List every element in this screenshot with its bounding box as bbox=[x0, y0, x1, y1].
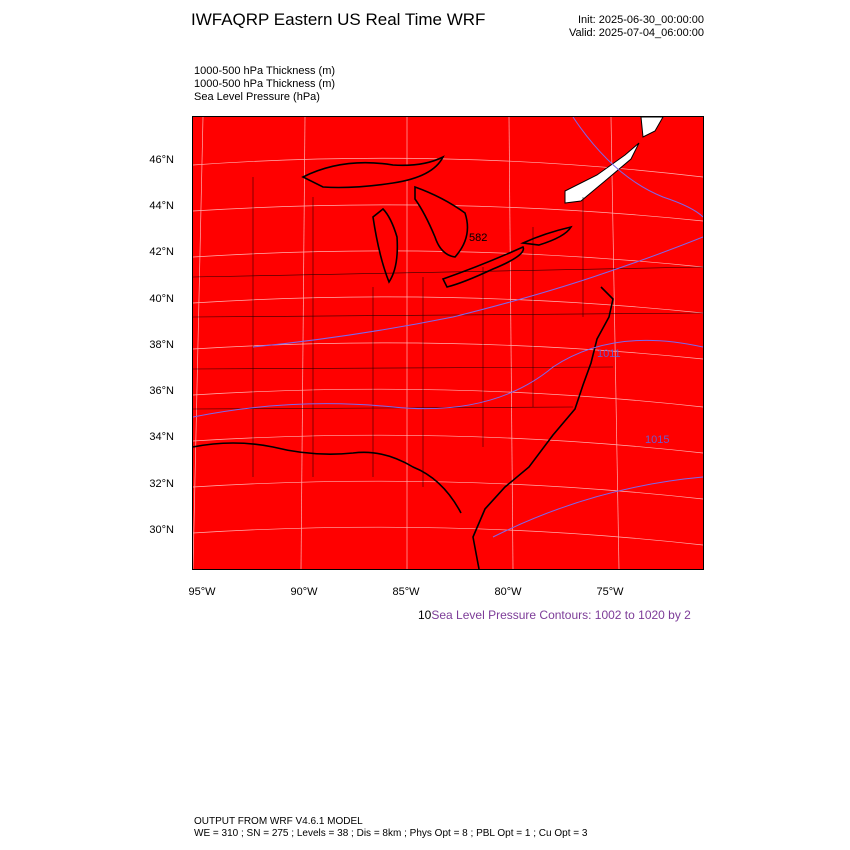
contour-label-1011: 1011 bbox=[597, 348, 621, 360]
footer-settings: WE = 310 ; SN = 275 ; Levels = 38 ; Dis = 8km ; Phys Opt = 8 ; PBL Opt = 1 ; Cu Opt = 3 bbox=[194, 828, 588, 839]
atlantic-coast bbox=[473, 287, 613, 569]
contour-label-1015: 1015 bbox=[645, 434, 670, 446]
lat-label-36: 36°N bbox=[149, 385, 174, 397]
lake-huron bbox=[415, 187, 467, 257]
lat-label-46: 46°N bbox=[149, 154, 174, 166]
lat-label-38: 38°N bbox=[149, 339, 174, 351]
coastlines bbox=[193, 157, 613, 569]
contour-label-582: 582 bbox=[469, 232, 488, 244]
lat-label-30: 30°N bbox=[149, 524, 174, 536]
lon-label-95: 95°W bbox=[188, 586, 216, 598]
field-label-thickness-1: 1000-500 hPa Thickness (m) bbox=[194, 65, 336, 77]
graticule bbox=[193, 117, 703, 569]
init-time: Init: 2025-06-30_00:00:00 bbox=[578, 14, 704, 26]
lake-superior bbox=[303, 157, 443, 188]
lat-label-44: 44°N bbox=[149, 200, 174, 212]
lon-label-85: 85°W bbox=[392, 586, 420, 598]
map-drawing bbox=[193, 117, 703, 569]
valid-time: Valid: 2025-07-04_06:00:00 bbox=[569, 27, 704, 39]
lon-label-80: 80°W bbox=[494, 586, 522, 598]
lake-ontario bbox=[523, 227, 571, 245]
lon-label-90: 90°W bbox=[290, 586, 318, 598]
contour-legend-clipped: 10 bbox=[418, 608, 432, 622]
field-label-slp: Sea Level Pressure (hPa) bbox=[194, 91, 320, 103]
plot-title: IWFAQRP Eastern US Real Time WRF bbox=[191, 10, 486, 29]
map-panel[interactable] bbox=[192, 116, 704, 570]
white-patch-north bbox=[641, 117, 663, 137]
lat-label-42: 42°N bbox=[149, 246, 174, 258]
lat-label-34: 34°N bbox=[149, 431, 174, 443]
lon-label-75: 75°W bbox=[596, 586, 624, 598]
slp-contours bbox=[193, 117, 703, 537]
lat-label-40: 40°N bbox=[149, 293, 174, 305]
gulf-coast bbox=[193, 443, 461, 513]
st-lawrence-patch bbox=[565, 143, 639, 203]
footer-model: OUTPUT FROM WRF V4.6.1 MODEL bbox=[194, 816, 363, 827]
contour-legend-text: Sea Level Pressure Contours: 1002 to 1020 by 2 bbox=[431, 608, 691, 622]
lat-label-32: 32°N bbox=[149, 478, 174, 490]
contour-legend bbox=[418, 608, 691, 622]
lake-michigan bbox=[373, 209, 397, 282]
field-label-thickness-2: 1000-500 hPa Thickness (m) bbox=[194, 78, 336, 90]
